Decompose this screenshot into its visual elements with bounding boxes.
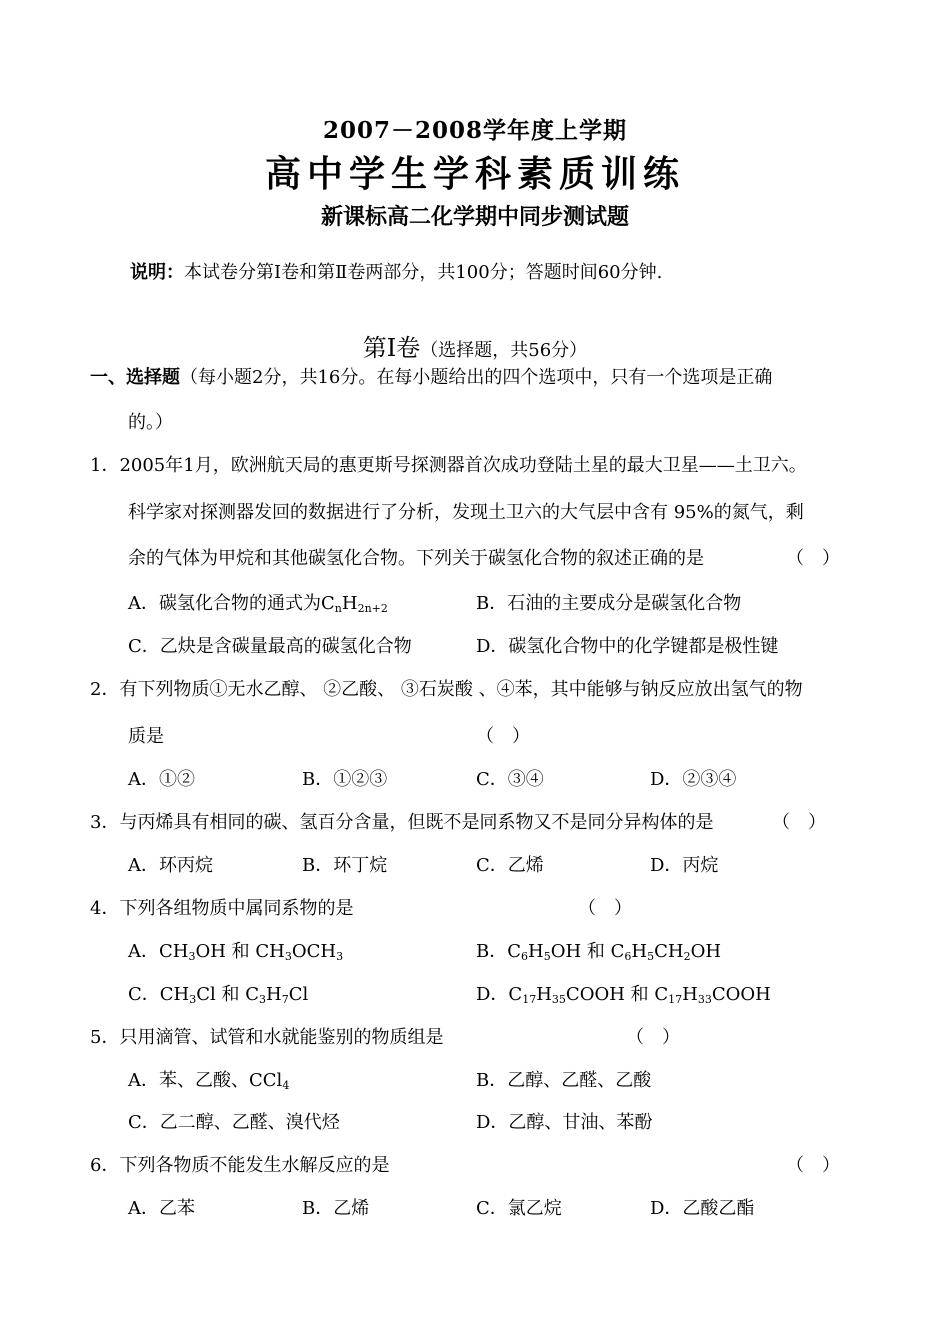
question-6-option-b: B．乙烯 [302,1198,370,1219]
question-1-line3: 余的气体为甲烷和其他碳氢化合物。下列关于碳氢化合物的叙述正确的是 [128,548,704,569]
question-6-option-a: A．乙苯 [128,1198,195,1219]
question-6-option-d: D．乙酸乙酯 [650,1198,755,1219]
question-3-option-b: B．环丁烷 [302,855,388,876]
question-1-option-c: C．乙炔是含碳量最高的碳氢化合物 [128,636,412,657]
question-1-option-a: A．碳氢化合物的通式为$C_nH_{2n+2}$ [128,593,388,615]
question-5-number: 5． [90,1027,120,1048]
question-4-option-b: B．$C_6H_5OH$ 和 $C_6H_5CH_2OH$ [476,941,722,963]
question-6-option-c: C．氯乙烷 [476,1198,562,1219]
question-2-option-b: B．①②③ [302,769,388,790]
section1-desc-cont: 的。） [128,412,173,433]
question-6-number: 6． [90,1155,120,1176]
section1-desc: （每小题2分，共16分。在每小题给出的四个选项中，只有一个选项是正确 [180,367,773,388]
question-3-option-c: C．乙烯 [476,855,544,876]
year-line: 2007－2008学年度上学期 [322,117,628,144]
question-5-option-b: B．乙醇、乙醛、乙酸 [476,1070,652,1091]
sub-title: 新课标高二化学期中同步测试题 [320,204,629,230]
question-4-option-a: A．$CH_3OH$ 和 $CH_3OCH_3$ [128,941,344,963]
note-text: 本试卷分第Ⅰ卷和第Ⅱ卷两部分，共100分；答题时间60分钟. [184,262,663,283]
question-1-line2: 科学家对探测器发回的数据进行了分析，发现土卫六的大气层中含有 95%的氮气，剩 [128,502,804,523]
question-6-line1: 6．下列各物质不能发生水解反应的是 [90,1155,390,1176]
question-5-option-a: A．苯、乙酸、CCl$_4$ [128,1070,290,1092]
question-2-line2: 质是 [128,726,164,747]
question-5-line1: 5．只用滴管、试管和水就能鉴别的物质组是 [90,1027,444,1048]
question-2-line1: 2．有下列物质①无水乙醇、 ②乙酸、 ③石炭酸 、④苯，其中能够与钠反应放出氢气的物 [90,679,803,700]
note-label: 说明： [130,262,184,283]
question-1-option-d: D．碳氢化合物中的化学键都是极性键 [476,636,779,657]
question-2-number: 2． [90,679,120,700]
question-3-number: 3． [90,812,120,833]
question-2-option-d: D．②③④ [650,769,737,790]
question-6-answer-blank: （ ） [786,1155,840,1176]
question-4-option-d: D．$C_{17}H_{35}COOH$ 和 $C_{17}H_{33}COOH$ [476,984,771,1006]
question-5-option-d: D．乙醇、甘油、苯酚 [476,1112,653,1133]
question-5-option-c: C．乙二醇、乙醛、溴代烃 [128,1112,340,1133]
question-4-answer-blank: （ ） [578,898,632,919]
question-2-answer-blank: （ ） [476,726,530,747]
question-1-number: 1． [90,455,120,476]
question-3-option-d: D．丙烷 [650,855,719,876]
question-5-answer-blank: （ ） [626,1027,680,1048]
main-title: 高中学生学科素质训练 [264,153,685,195]
exam-note [130,258,662,284]
question-1-line1: 1．2005年1月，欧洲航天局的惠更斯号探测器首次成功登陆土星的最大卫星——土卫六。 [90,455,807,476]
question-1-option-b: B．石油的主要成分是碳氢化合物 [476,593,742,614]
question-3-line1: 3．与丙烯具有相同的碳、氢百分含量，但既不是同系物又不是同分异构体的是 [90,812,714,833]
section1-label: 一、选择题 [90,367,180,388]
question-4-number: 4． [90,898,120,919]
section1-heading [90,363,772,389]
volume1-title: 第Ⅰ卷 [362,334,421,362]
question-3-option-a: A．环丙烷 [128,855,213,876]
question-2-option-c: C．③④ [476,769,544,790]
question-4-line1: 4．下列各组物质中属同系物的是 [90,898,354,919]
question-4-option-c: C．$CH_3Cl$ 和 $C_3H_7Cl$ [128,984,309,1006]
question-1-answer-blank: （ ） [786,548,840,569]
volume1-heading [0,328,950,363]
question-3-answer-blank: （ ） [772,812,826,833]
question-2-option-a: A．①② [128,769,195,790]
volume1-detail: （选择题，共56分） [420,340,588,361]
